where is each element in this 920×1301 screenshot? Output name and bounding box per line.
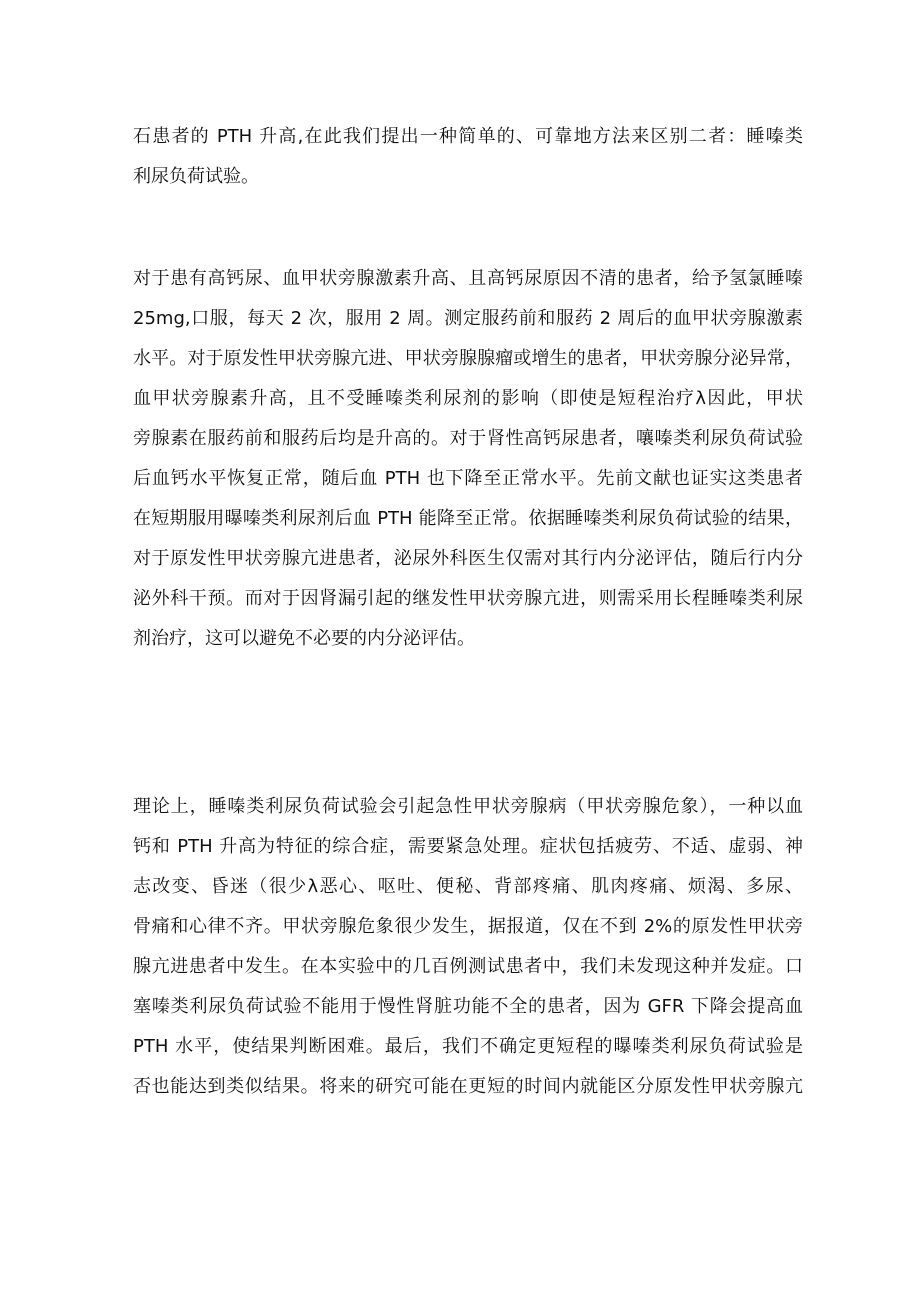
paragraph-3: [133, 787, 803, 1107]
text-line: 对于原发性甲状旁腺亢进患者，泌尿外科医生仅需对其行内分泌评估，随后行内分: [133, 548, 803, 569]
text-line: 水平。对于原发性甲状旁腺亢进、甲状旁腺腺瘤或增生的患者，甲状旁腺分泌异常，: [133, 348, 803, 369]
text-line: 骨痛和心律不齐。甲状旁腺危象很少发生，据报道，仅在不到 2%的原发性甲状旁: [133, 916, 803, 937]
text-line: 对于患有高钙尿、血甲状旁腺激素升高、且高钙尿原因不清的患者，给予氢氯睡嗪: [133, 268, 803, 289]
text-line: 理论上，睡嗪类利尿负荷试验会引起急性甲状旁腺病（甲状旁腺危象），一种以血: [133, 796, 803, 817]
text-line: 剂治疗，这可以避免不必要的内分泌评估。: [133, 628, 475, 649]
text-line: 泌外科干预。而对于因肾漏引起的继发性甲状旁腺亢进，则需采用长程睡嗪类利尿: [133, 588, 803, 609]
text-line: 旁腺素在服药前和服药后均是升高的。对于肾性高钙尿患者，嚷嗪类利尿负荷试验: [133, 428, 803, 449]
paragraph-2: [133, 259, 803, 659]
text-line: 钙和 PTH 升高为特征的综合症，需要紧急处理。症状包括疲劳、不适、虚弱、神: [133, 836, 803, 857]
text-line: 利尿负荷试验。: [133, 166, 259, 187]
text-line: 25mg,口服，每天 2 次，服用 2 周。测定服药前和服药 2 周后的血甲状旁腺激素: [133, 308, 803, 329]
text-line: 石患者的 PTH 升高,在此我们提出一种简单的、可靠地方法来区别二者：睡嗪类: [133, 126, 803, 147]
text-line: 腺亢进患者中发生。在本实验中的几百例测试患者中，我们未发现这种并发症。口: [133, 956, 803, 977]
text-line: 血甲状旁腺素升高，且不受睡嗪类利尿剂的影响（即使是短程治疗λ因此，甲状: [133, 388, 803, 409]
text-line: 否也能达到类似结果。将来的研究可能在更短的时间内就能区分原发性甲状旁腺亢: [133, 1076, 803, 1097]
text-line: 后血钙水平恢复正常，随后血 PTH 也下降至正常水平。先前文献也证实这类患者: [133, 468, 803, 489]
text-line: 志改变、昏迷（很少λ恶心、呕吐、便秘、背部疼痛、肌肉疼痛、烦渴、多尿、: [133, 876, 803, 897]
text-line: PTH 水平，使结果判断困难。最后，我们不确定更短程的曝嗪类利尿负荷试验是: [133, 1036, 803, 1057]
text-line: 在短期服用曝嗪类利尿剂后血 PTH 能降至正常。依据睡嗪类利尿负荷试验的结果，: [133, 508, 803, 529]
text-line: 塞嗪类利尿负荷试验不能用于慢性肾脏功能不全的患者，因为 GFR 下降会提高血: [133, 996, 803, 1017]
paragraph-1: [133, 117, 803, 197]
